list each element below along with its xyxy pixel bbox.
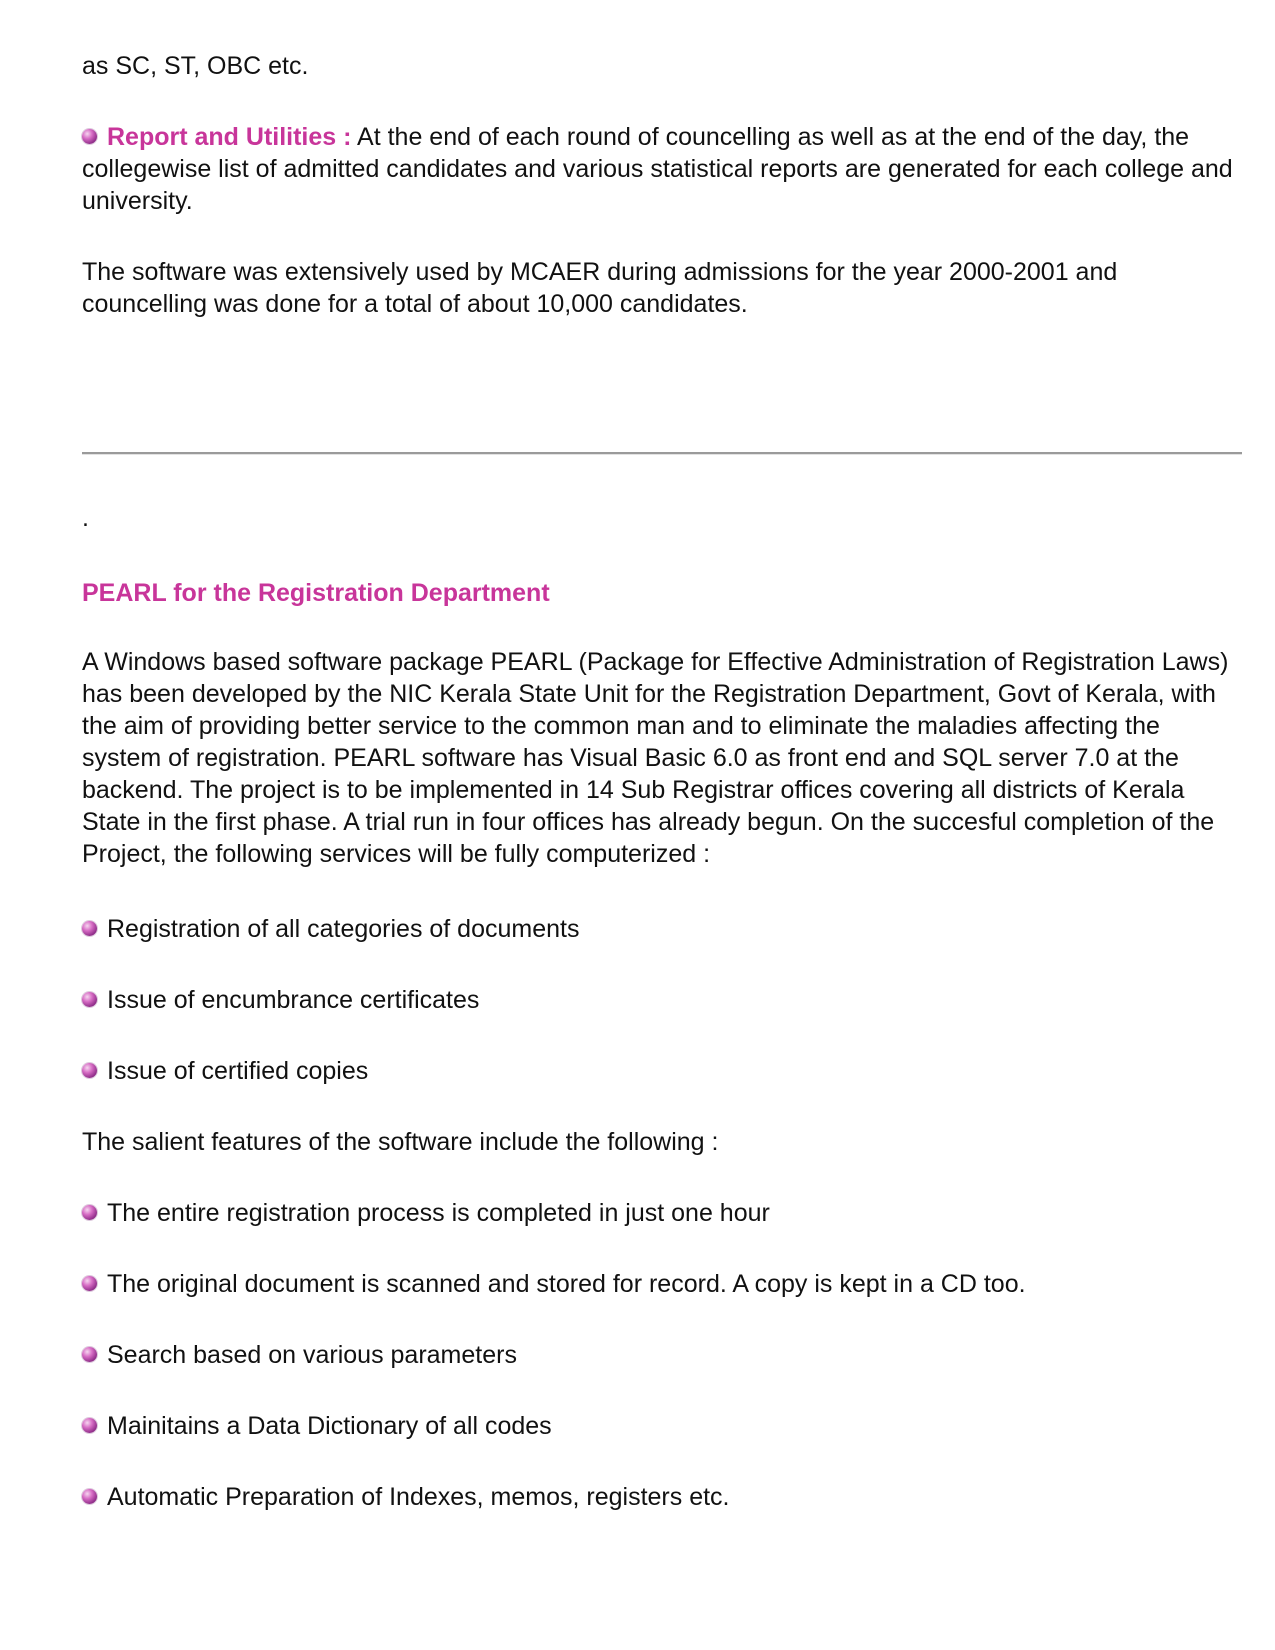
- list-item-text: The original document is scanned and stored for record. A copy is kept in a CD too.: [107, 1270, 1026, 1298]
- section-heading: PEARL for the Registration Department: [82, 579, 550, 607]
- report-utilities-text: At the end of each round of councelling as well as at the end of the day, the collegewise list of admitted candidates and various statistical reports are generated for each college and university.: [82, 123, 1233, 215]
- intro-fragment: as SC, ST, OBC etc.: [82, 52, 309, 80]
- list-item: [82, 1339, 1242, 1371]
- report-utilities-label: Report and Utilities :: [107, 123, 352, 151]
- list-item: [82, 984, 1242, 1016]
- pink-sphere-bullet-icon: [82, 1276, 97, 1291]
- list-item-text: Search based on various parameters: [107, 1341, 517, 1369]
- list-item: [82, 1410, 1242, 1442]
- list-item: [82, 1481, 1242, 1513]
- pink-sphere-bullet-icon: [82, 1347, 97, 1362]
- features-intro: The salient features of the software include the following :: [82, 1128, 719, 1156]
- stray-dot: .: [82, 504, 89, 532]
- list-item: [82, 913, 1242, 945]
- pink-sphere-bullet-icon: [82, 921, 97, 936]
- list-item: [82, 1197, 1242, 1229]
- list-item-text: Issue of certified copies: [107, 1057, 369, 1085]
- list-item: [82, 1055, 1242, 1087]
- horizontal-divider: [82, 452, 1242, 455]
- pink-sphere-bullet-icon: [82, 129, 97, 144]
- list-item-text: Automatic Preparation of Indexes, memos, registers etc.: [107, 1483, 730, 1511]
- usage-paragraph: The software was extensively used by MCAER during admissions for the year 2000-2001 and councelling was done for a total of about 10,000 candidates.: [82, 258, 1118, 318]
- pink-sphere-bullet-icon: [82, 1205, 97, 1220]
- list-item-text: The entire registration process is completed in just one hour: [107, 1199, 770, 1227]
- list-item-text: Mainitains a Data Dictionary of all codes: [107, 1412, 552, 1440]
- pink-sphere-bullet-icon: [82, 1489, 97, 1504]
- list-item: [82, 1268, 1242, 1300]
- report-utilities-paragraph: [82, 121, 1242, 217]
- list-item-text: Registration of all categories of documents: [107, 915, 580, 943]
- list-item-text: Issue of encumbrance certificates: [107, 986, 480, 1014]
- pearl-description: A Windows based software package PEARL (Package for Effective Administration of Registration Laws) has been developed by the NIC Kerala State Unit for the Registration Department, Govt of Kerala, with the aim of providing better service to the common man and to eliminate the maladies affecting the system of registration. PEARL software has Visual Basic 6.0 as front end and SQL server 7.0 at the backend. The project is to be implemented in 14 Sub Registrar offices covering all districts of Kerala State in the first phase. A trial run in four offices has already begun. On the succesful completion of the Project, the following services will be fully computerized :: [82, 648, 1229, 868]
- pink-sphere-bullet-icon: [82, 1418, 97, 1433]
- pink-sphere-bullet-icon: [82, 992, 97, 1007]
- pink-sphere-bullet-icon: [82, 1063, 97, 1078]
